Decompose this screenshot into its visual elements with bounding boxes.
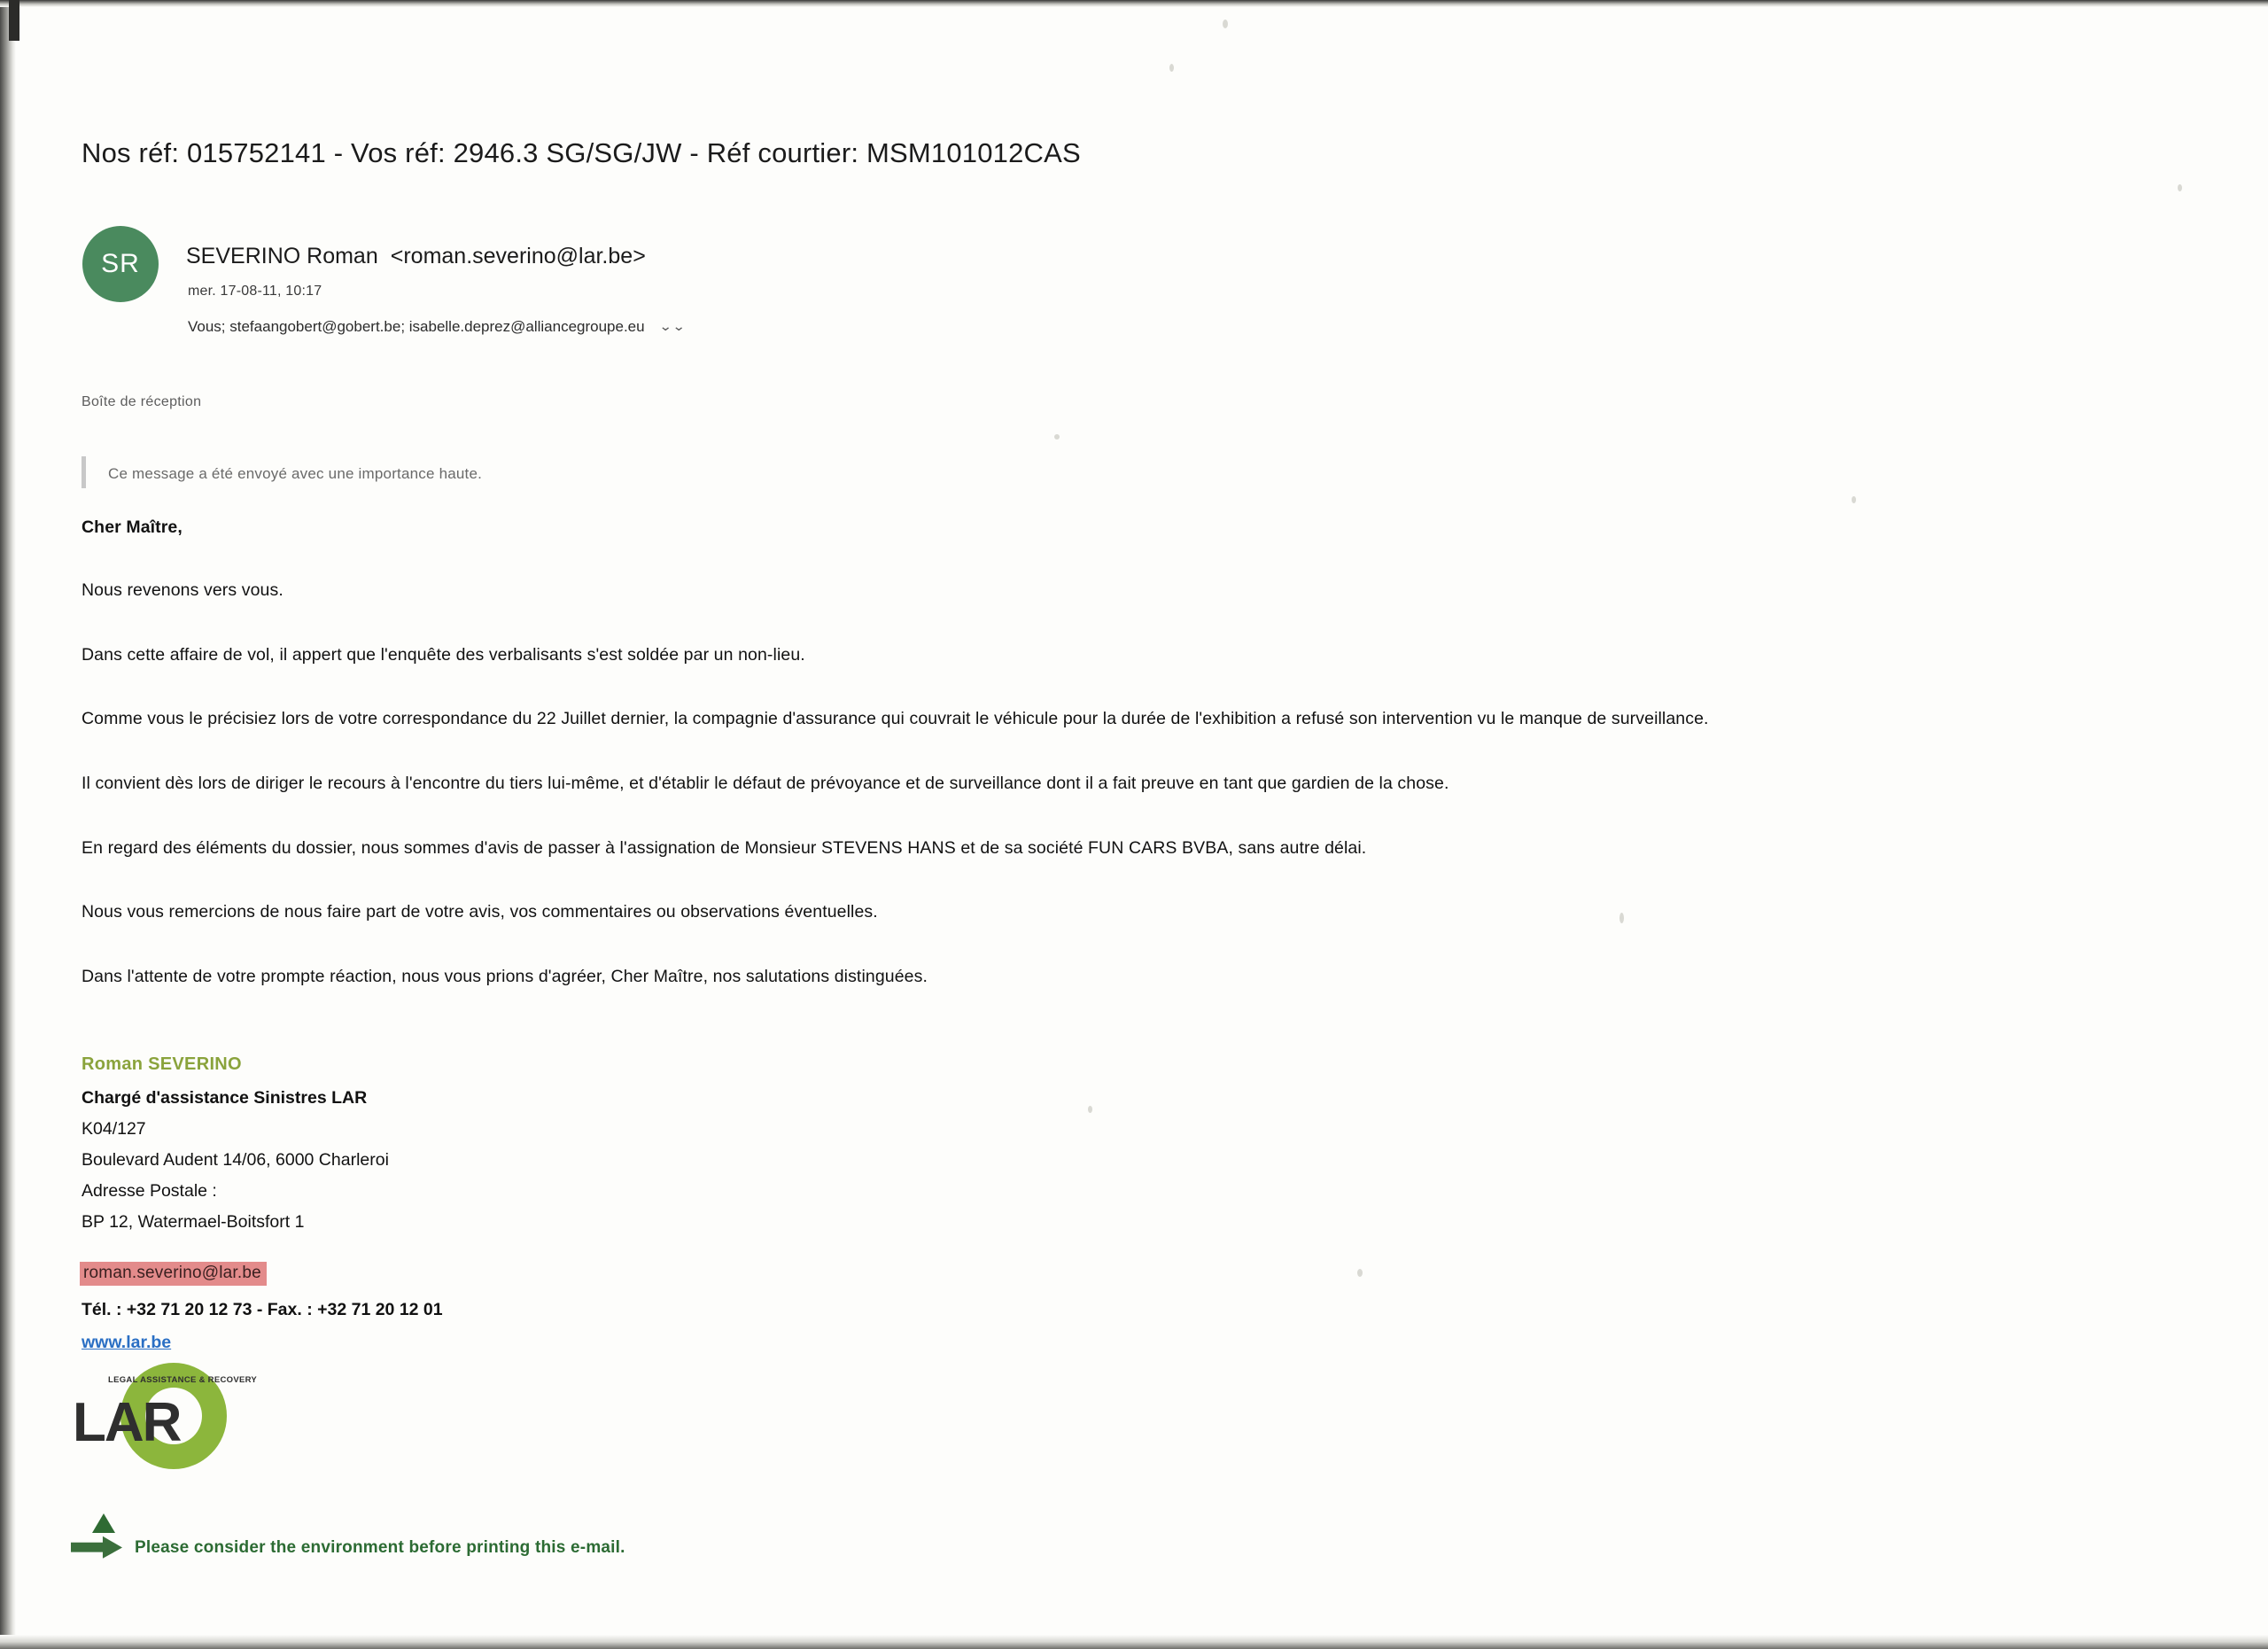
signature-phone: Tél. : +32 71 20 12 73 - Fax. : +32 71 20 12 01 bbox=[82, 1300, 443, 1319]
scan-speck bbox=[1054, 434, 1060, 439]
body-paragraph: Cher Maître, bbox=[82, 517, 183, 537]
signature-line: Boulevard Audent 14/06, 6000 Charleroi bbox=[82, 1150, 389, 1170]
scan-speck bbox=[1169, 64, 1174, 72]
scan-speck bbox=[1223, 19, 1228, 28]
importance-notice: Ce message a été envoyé avec une importance haute. bbox=[108, 465, 483, 482]
body-paragraph: Dans l'attente de votre prompte réaction, nous vous prions d'agréer, Cher Maître, nos salutations distinguées. bbox=[82, 967, 928, 986]
sender-email: <roman.severino@lar.be> bbox=[390, 244, 646, 268]
scan-speck bbox=[2178, 184, 2182, 191]
page-title: Nos réf: 015752141 - Vos réf: 2946.3 SG/SG/JW - Réf courtier: MSM101012CAS bbox=[82, 137, 1081, 168]
scan-speck bbox=[1852, 496, 1856, 503]
tree-shape bbox=[92, 1513, 115, 1533]
lar-logo bbox=[64, 1356, 258, 1471]
signature-line: Adresse Postale : bbox=[82, 1181, 217, 1201]
scan-speck bbox=[1088, 1106, 1092, 1113]
body-paragraph: Comme vous le précisiez lors de votre correspondance du 22 Juillet dernier, la compagnie d'assurance qui couvrait le véhicule pour la durée de l'exhibition a refusé son intervention vu le manque de surveillance. bbox=[82, 709, 1709, 728]
signature-line: K04/127 bbox=[82, 1119, 146, 1139]
avatar: SR bbox=[82, 226, 159, 302]
lar-logo-tagline: LEGAL ASSISTANCE & RECOVERY bbox=[108, 1375, 258, 1385]
recipients-text: Vous; stefaangobert@gobert.be; isabelle.deprez@alliancegroupe.eu bbox=[188, 318, 645, 335]
body-paragraph: Nous vous remercions de nous faire part de votre avis, vos commentaires ou observations éventuelles. bbox=[82, 902, 878, 922]
recipients-list bbox=[188, 317, 686, 336]
signature-email[interactable]: roman.severino@lar.be bbox=[80, 1262, 267, 1286]
folder-label: Boîte de réception bbox=[82, 394, 202, 409]
sender-name: SEVERINO Roman bbox=[186, 244, 378, 268]
signature-website-link[interactable]: www.lar.be bbox=[82, 1333, 172, 1352]
signature-line: BP 12, Watermael-Boitsfort 1 bbox=[82, 1212, 305, 1232]
body-paragraph: En regard des éléments du dossier, nous sommes d'avis de passer à l'assignation de Monsieur STEVENS HANS et de sa société FUN CARS BVBA, sans autre délai. bbox=[82, 838, 1367, 858]
signature-name: Roman SEVERINO bbox=[82, 1054, 242, 1074]
importance-accent-bar bbox=[82, 456, 86, 488]
body-paragraph: Dans cette affaire de vol, il appert que l'enquête des verbalisants s'est soldée par un non-lieu. bbox=[82, 645, 805, 665]
body-paragraph: Il convient dès lors de diriger le recours à l'encontre du tiers lui-même, et d'établir le défaut de prévoyance et de surveillance dont il a fait preuve en tant que gardien de la chose. bbox=[82, 774, 1449, 793]
sender-row bbox=[186, 244, 646, 269]
lar-logo-wordmark: LAR bbox=[73, 1392, 181, 1453]
scan-speck bbox=[1357, 1269, 1363, 1277]
sent-timestamp: mer. 17-08-11, 10:17 bbox=[188, 284, 322, 299]
signature-line: Chargé d'assistance Sinistres LAR bbox=[82, 1088, 368, 1108]
scan-speck bbox=[1619, 913, 1624, 923]
recycle-arrow-shape bbox=[71, 1531, 122, 1560]
environment-notice: Please consider the environment before printing this e-mail. bbox=[135, 1538, 625, 1557]
body-paragraph: Nous revenons vers vous. bbox=[82, 580, 284, 600]
chevron-double-down-icon[interactable]: ⌄⌄ bbox=[658, 319, 686, 334]
recycle-tree-icon bbox=[69, 1517, 135, 1563]
